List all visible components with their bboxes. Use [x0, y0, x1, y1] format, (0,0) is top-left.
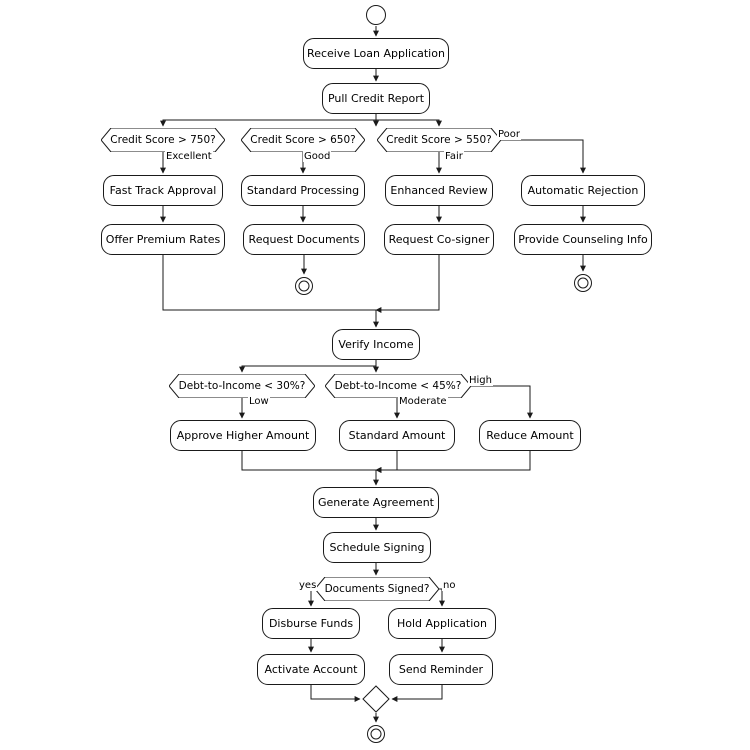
node-label: Credit Score > 650? — [250, 134, 356, 146]
edge-label-fair: Fair — [445, 151, 463, 162]
node-pull-credit-report[interactable] — [322, 83, 430, 114]
node-label: Enhanced Review — [390, 183, 488, 197]
node-label: Schedule Signing — [329, 540, 425, 554]
edge-label-poor: Poor — [498, 129, 521, 140]
edge-label-moderate: Moderate — [399, 396, 447, 407]
node-label: Send Reminder — [398, 662, 484, 676]
node-label: Provide Counseling Info — [518, 232, 648, 246]
node-credit-score-550[interactable] — [377, 128, 501, 152]
edge-label-no: no — [443, 580, 456, 591]
node-request-documents[interactable] — [243, 224, 365, 255]
node-label: Request Co-signer — [388, 232, 490, 246]
node-label: Debt-to-Income < 30%? — [178, 380, 306, 392]
node-enhanced-review[interactable] — [385, 175, 493, 206]
node-automatic-rejection[interactable] — [521, 175, 645, 206]
node-credit-score-650[interactable] — [241, 128, 365, 152]
node-label: Offer Premium Rates — [105, 232, 221, 246]
edge-label-low: Low — [249, 396, 269, 407]
node-reduce-amount[interactable] — [479, 420, 581, 451]
node-disburse-funds[interactable] — [262, 608, 360, 639]
node-dti-45[interactable] — [325, 374, 471, 398]
node-label: Receive Loan Application — [307, 46, 445, 60]
node-schedule-signing[interactable] — [323, 532, 431, 563]
node-generate-agreement[interactable] — [313, 487, 439, 518]
node-label: Generate Agreement — [318, 495, 434, 509]
node-documents-signed[interactable] — [315, 577, 439, 601]
node-label: Pull Credit Report — [327, 91, 425, 105]
node-standard-amount[interactable] — [339, 420, 455, 451]
node-label: Activate Account — [264, 662, 358, 676]
node-request-co-signer[interactable] — [384, 224, 494, 255]
node-label: Credit Score > 750? — [110, 134, 216, 146]
node-send-reminder[interactable] — [389, 654, 493, 685]
node-label: Disburse Funds — [268, 616, 354, 630]
node-label: Hold Application — [397, 616, 487, 630]
node-label: Request Documents — [248, 232, 360, 246]
node-standard-processing[interactable] — [241, 175, 365, 206]
node-label: Documents Signed? — [324, 583, 430, 595]
merge-diamond — [362, 685, 390, 713]
node-label: Fast Track Approval — [109, 183, 217, 197]
node-label: Automatic Rejection — [527, 183, 639, 197]
node-label: Approve Higher Amount — [176, 428, 310, 442]
node-approve-higher-amount[interactable] — [170, 420, 316, 451]
edge-label-high: High — [469, 375, 492, 386]
node-label: Credit Score > 550? — [386, 134, 492, 146]
node-label: Verify Income — [338, 337, 414, 351]
end-node-documents — [294, 276, 314, 296]
node-hold-application[interactable] — [388, 608, 496, 639]
node-label: Standard Amount — [348, 428, 446, 442]
node-label: Standard Processing — [246, 183, 360, 197]
edge-label-excellent: Excellent — [166, 151, 212, 162]
node-credit-score-750[interactable] — [101, 128, 225, 152]
edge-label-good: Good — [304, 151, 331, 162]
node-verify-income[interactable] — [332, 329, 420, 360]
node-dti-30[interactable] — [169, 374, 315, 398]
end-node-counseling — [573, 273, 593, 293]
node-activate-account[interactable] — [257, 654, 365, 685]
node-offer-premium-rates[interactable] — [101, 224, 225, 255]
start-node — [365, 4, 387, 26]
end-node-final — [366, 724, 386, 744]
node-label: Debt-to-Income < 45%? — [334, 380, 462, 392]
node-label: Reduce Amount — [486, 428, 574, 442]
edge-label-yes: yes — [299, 580, 317, 591]
node-fast-track-approval[interactable] — [103, 175, 223, 206]
node-provide-counseling-info[interactable] — [514, 224, 652, 255]
node-receive-loan-application[interactable] — [303, 38, 449, 69]
